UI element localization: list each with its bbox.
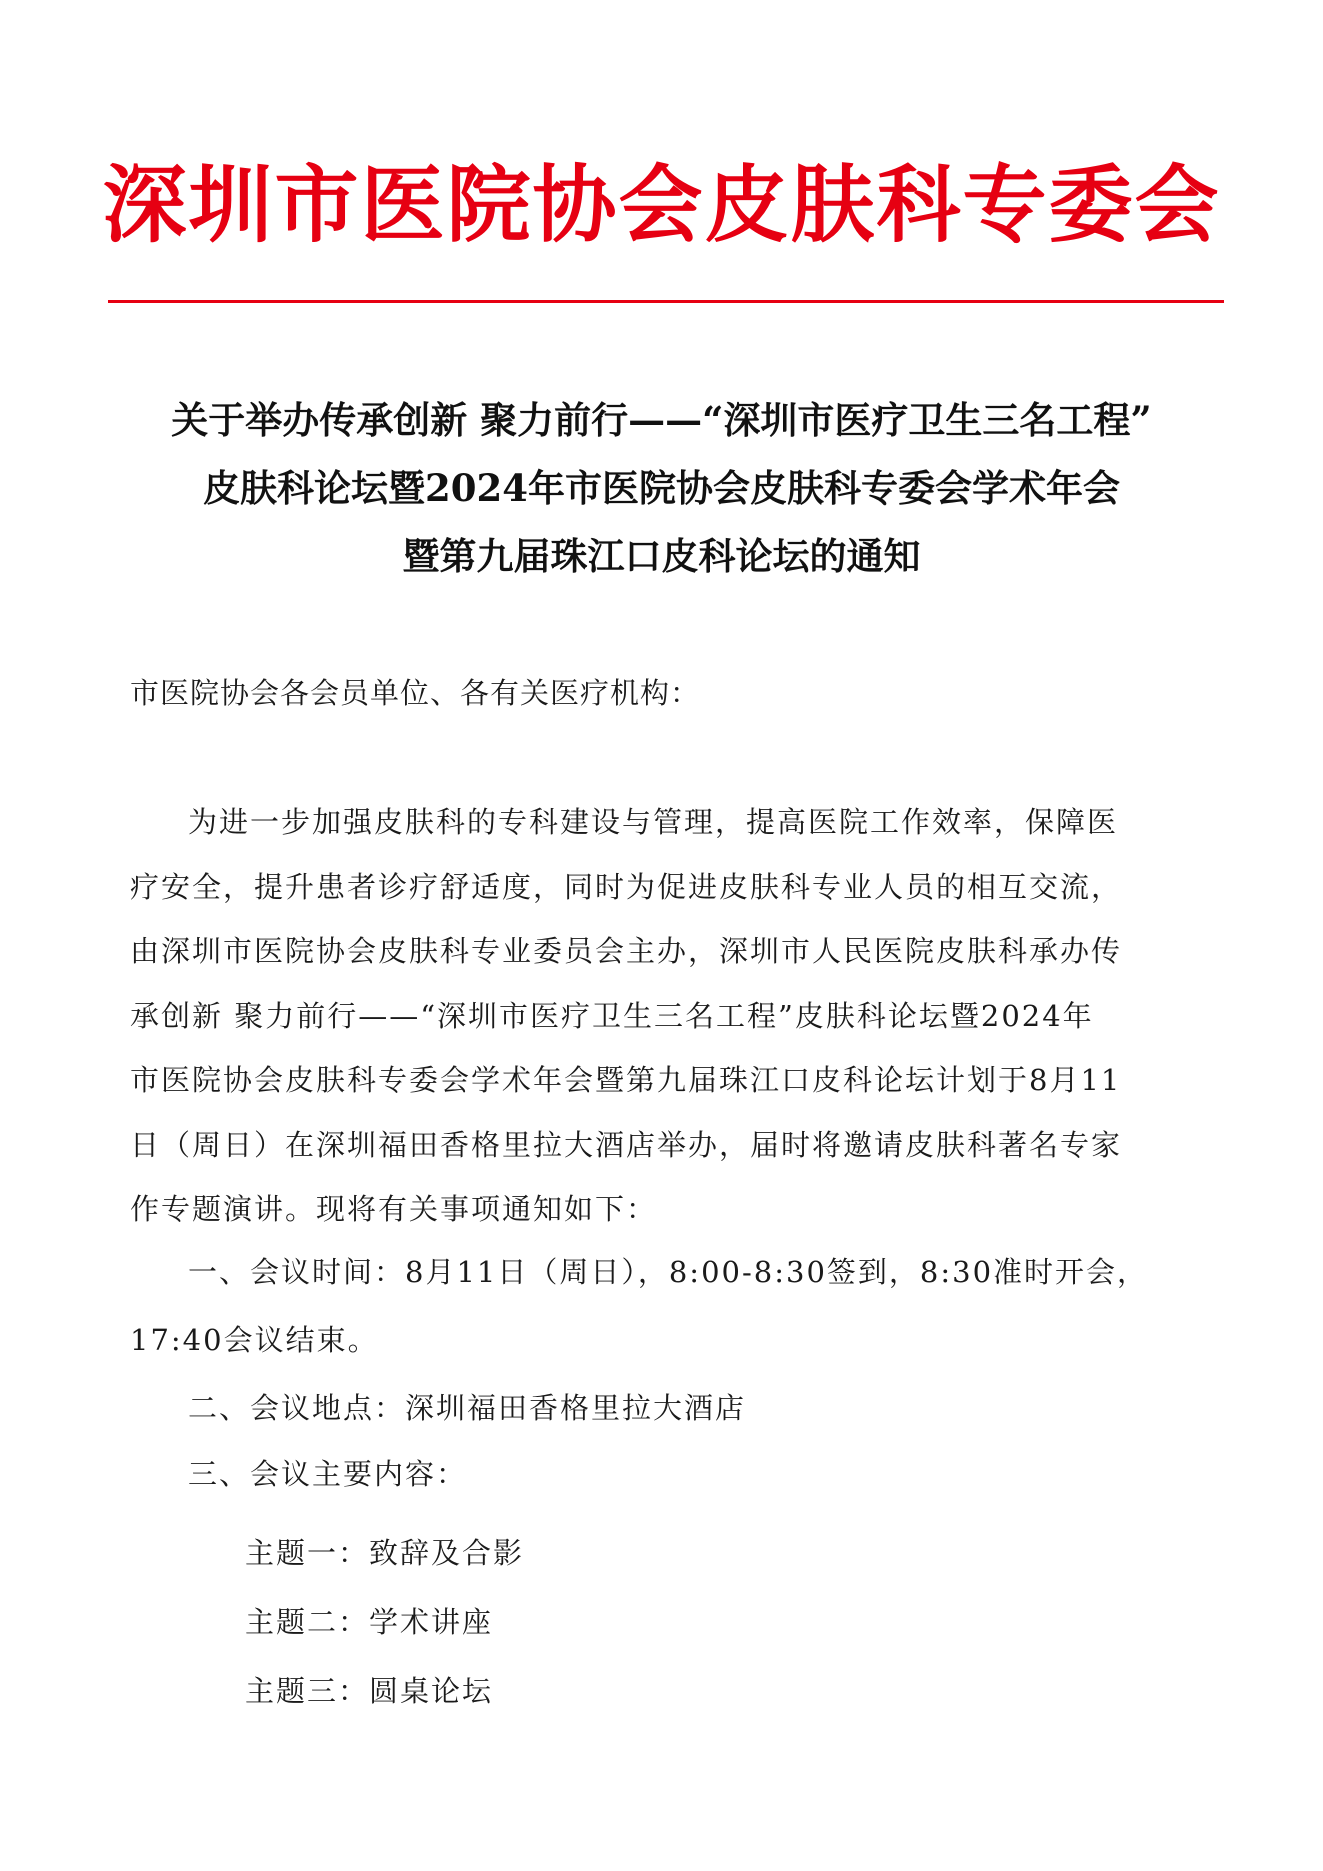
intro-line: 作专题演讲。现将有关事项通知如下： [130,1192,658,1226]
notice-title-line-3: 暨第九届珠江口皮科论坛的通知 [402,534,921,578]
intro-line: 疗安全，提升患者诊疗舒适度，同时为促进皮肤科专业人员的相互交流， [130,869,1123,904]
intro-line: 日（周日）在深圳福田香格里拉大酒店举办，届时将邀请皮肤科著名专家 [130,1127,1123,1162]
notice-title-line-1: 关于举办传承创新 聚力前行——“深圳市医疗卫生三名工程” [171,398,1152,442]
meeting-time-end: 17:40会议结束。 [130,1323,379,1357]
intro-line: 市医院协会皮肤科专委会学术年会暨第九届珠江口皮科论坛计划于8月11 [130,1063,1122,1097]
intro-line: 为进一步加强皮肤科的专科建设与管理，提高医院工作效率，保障医 [188,805,1119,839]
meeting-location: 二、会议地点：深圳福田香格里拉大酒店 [188,1391,747,1425]
meeting-time: 一、会议时间：8月11日（周日），8:00-8:30签到，8:30准时开会， [188,1255,1149,1289]
addressee: 市医院协会各会员单位、各有关医疗机构： [130,676,701,710]
intro-line: 承创新 聚力前行——“深圳市医疗卫生三名工程”皮肤科论坛暨2024年 [130,998,1094,1033]
letterhead-title: 深圳市医院协会皮肤科专委会 [102,156,1221,254]
intro-paragraph [130,790,1205,1242]
letterhead-divider [108,300,1224,303]
intro-line: 由深圳市医院协会皮肤科专业委员会主办，深圳市人民医院皮肤科承办传 [130,934,1123,968]
notice-title-line-2: 皮肤科论坛暨2024年市医院协会皮肤科专委会学术年会 [203,466,1120,510]
topic-item: 主题一：致辞及合影 [245,1536,525,1570]
topic-item: 主题二：学术讲座 [245,1605,494,1639]
meeting-content-heading: 三、会议主要内容： [188,1457,468,1491]
topic-item: 主题三：圆桌论坛 [245,1674,494,1708]
notice-title [80,386,1243,590]
